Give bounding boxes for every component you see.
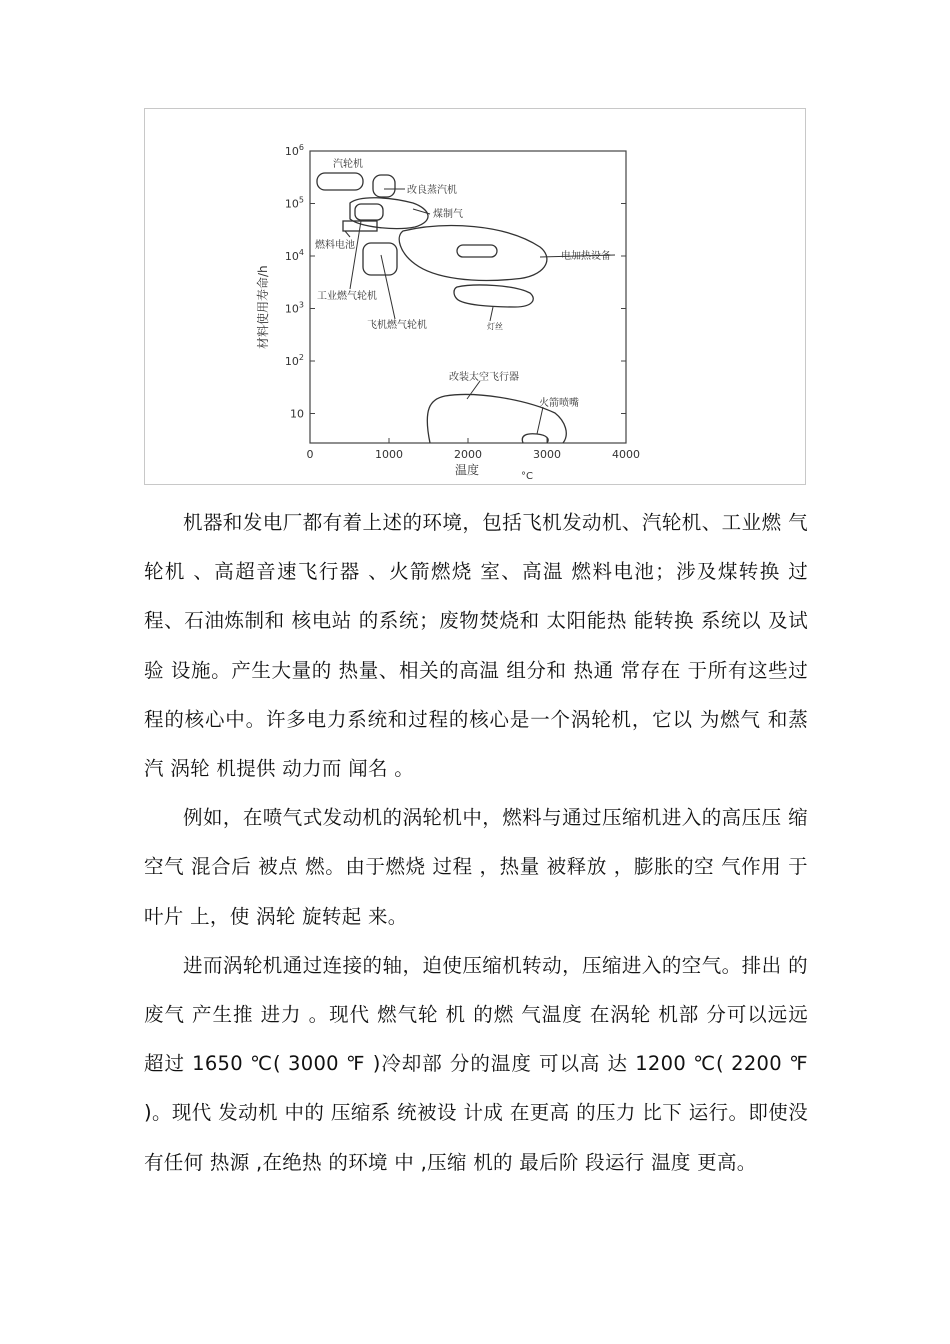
y-tick-label: $10^4$ bbox=[284, 248, 304, 263]
x-tick-label: 0 bbox=[306, 448, 314, 461]
region-filament bbox=[454, 285, 533, 307]
region-aircraft-gas-turbine bbox=[363, 243, 397, 275]
region-coal-gasification bbox=[350, 198, 428, 229]
label-filament: 灯丝 bbox=[487, 322, 503, 331]
x-tick-label: 1000 bbox=[375, 448, 403, 461]
y-tick-label: $10^2$ bbox=[284, 353, 304, 368]
y-tick-label: $10^6$ bbox=[284, 143, 304, 158]
label-improved-steam-engine: 改良蒸汽机 bbox=[407, 185, 457, 196]
y-tick-label: 10 bbox=[290, 407, 304, 421]
y-axis-label: 材料使用寿命/h bbox=[256, 265, 270, 349]
article-body bbox=[144, 498, 808, 1187]
label-fuel-cell: 燃料电池 bbox=[315, 240, 355, 251]
paragraph: 机器和发电厂都有着上述的环境，包括飞机发动机、汽轮机、工业燃 气轮机 、高超音速飞行器 、火箭燃烧 室、高温 燃料电池；涉及煤转换 过程、石油炼制和 核电站 的系统；废物焚烧和 太阳能热 能转换 系统以 及试验 设施。产生大量的 热量、相关的高温 组分和 热通 常存在 于所有这些过程的核心中。许多电力系统和过程的核心是一个涡轮机，它以 为燃气 和蒸汽 涡轮 机提供 动力而 闻名 。 bbox=[144, 511, 808, 781]
x-tick-label: 4000 bbox=[612, 448, 640, 461]
x-axis-unit: °C bbox=[521, 471, 533, 482]
region-electric-heating bbox=[399, 226, 547, 281]
label-electric-heating: 电加热设备 bbox=[561, 251, 611, 262]
y-tick-label: $10^5$ bbox=[284, 195, 304, 211]
label-spacecraft: 改装太空飞行器 bbox=[449, 372, 519, 383]
region-industrial-gas-turbine bbox=[355, 204, 383, 220]
label-aircraft-gas-turbine: 飞机燃气轮机 bbox=[367, 320, 427, 331]
paragraph: 例如，在喷气式发动机的涡轮机中，燃料与通过压缩机进入的高压压 缩空气 混合后 被点 燃。由于燃烧 过程 ，热量 被释放 ，膨胀的空 气作用 于叶片 上，使 涡轮 旋转起 来。 bbox=[144, 806, 808, 928]
region-improved-steam-engine bbox=[373, 175, 395, 197]
label-steam-turbine: 汽轮机 bbox=[333, 159, 363, 170]
region-electric-heating-inner bbox=[457, 245, 497, 257]
life-vs-temperature-chart bbox=[145, 109, 805, 484]
region-rocket-nozzle bbox=[522, 434, 548, 443]
label-coal-gasification: 煤制气 bbox=[433, 209, 463, 220]
x-tick-label: 2000 bbox=[454, 448, 482, 461]
label-industrial-gas-turbine: 工业燃气轮机 bbox=[317, 291, 377, 302]
region-steam-turbine bbox=[317, 173, 363, 190]
label-rocket-nozzle: 火箭喷嘴 bbox=[539, 398, 579, 409]
y-tick-label: $10^3$ bbox=[284, 300, 304, 316]
x-axis-label: 温度 bbox=[455, 463, 480, 477]
figure-frame bbox=[144, 108, 806, 485]
x-tick-label: 3000 bbox=[533, 448, 561, 461]
paragraph: 进而涡轮机通过连接的轴，迫使压缩机转动，压缩进入的空气。排出 的废气 产生推 进力 。现代 燃气轮 机 的燃 气温度 在涡轮 机部 分可以远远 超过 1650 ℃( 3000 ℉ )冷却部 分的温度 可以高 达 1200 ℃( 2200 ℉ )。现代 发动机 中的 压缩系 统被设 计成 在更高 的压力 比下 运行。即使没 有任何 热源 ,在绝热 的环境 中 ,压缩 机的 最后阶 段运行 温度 更高。 bbox=[144, 953, 808, 1174]
